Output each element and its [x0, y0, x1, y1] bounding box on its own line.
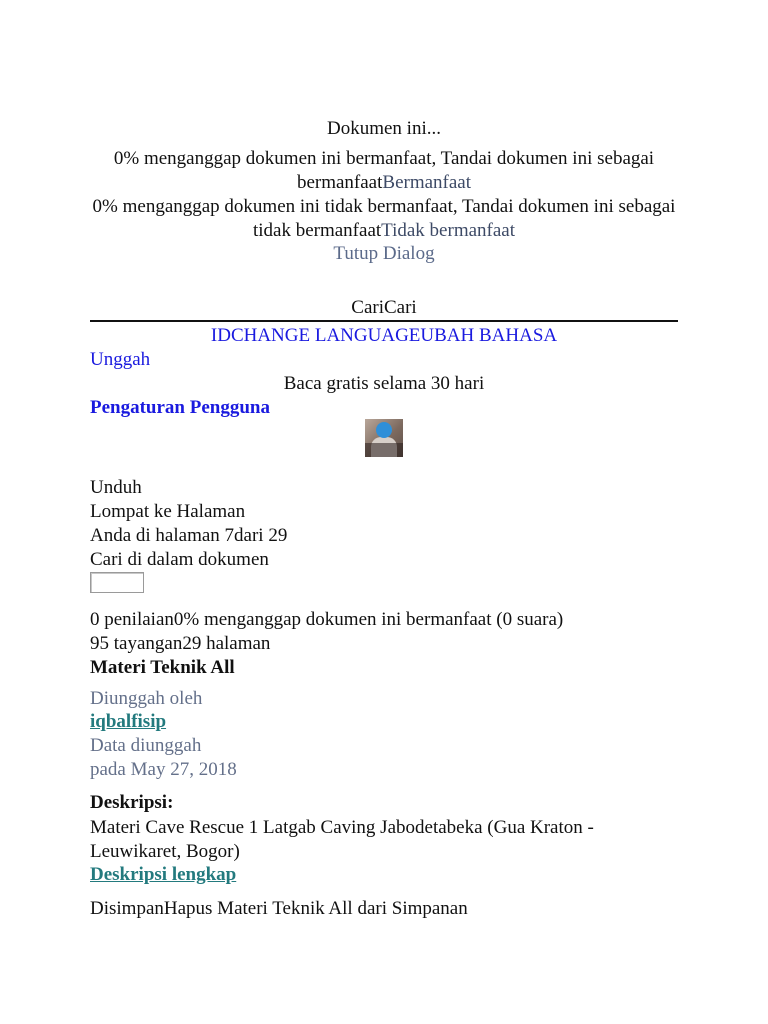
not-useful-row [90, 195, 678, 243]
search-in-document-label: Cari di dalam dokumen [90, 549, 269, 570]
dialog-title: Dokumen ini... [327, 118, 441, 139]
search-input-row [90, 570, 678, 592]
saved-status[interactable]: DisimpanHapus Materi Teknik All dari Simpanan [90, 898, 468, 919]
download-button[interactable]: Unduh [90, 477, 142, 498]
uploader-link[interactable]: iqbalfisip [90, 711, 167, 732]
full-description-link[interactable]: Deskripsi lengkap [90, 864, 237, 885]
upload-date-label: Data diunggah [90, 735, 202, 756]
description-label: Deskripsi: [90, 792, 174, 813]
search-input[interactable] [90, 572, 144, 593]
useful-row [90, 147, 678, 195]
close-dialog-button[interactable]: Tutup Dialog [333, 243, 435, 264]
avatar[interactable] [365, 419, 403, 457]
page-status: Anda di halaman 7dari 29 [90, 525, 288, 546]
useful-button[interactable]: Bermanfaat [382, 172, 472, 193]
feedback-dialog [90, 117, 678, 264]
useful-text: 0% menganggap dokumen ini bermanfaat, Tandai dokumen ini sebagai bermanfaat [113, 148, 655, 193]
upload-link[interactable]: Unggah [90, 349, 151, 370]
views-text: 95 tayangan29 halaman [90, 633, 271, 654]
upload-date: pada May 27, 2018 [90, 759, 237, 780]
divider [90, 320, 678, 322]
search-button[interactable]: CariCari [351, 297, 417, 318]
ratings-text: 0 penilaian0% menganggap dokumen ini bermanfaat (0 suara) [90, 609, 564, 630]
change-language-link[interactable]: IDCHANGE LANGUAGEUBAH BAHASA [210, 325, 558, 346]
description-text: Materi Cave Rescue 1 Latgab Caving Jabodetabeka (Gua Kraton - Leuwikaret, Bogor) [90, 817, 594, 862]
user-settings-link[interactable]: Pengaturan Pengguna [90, 397, 270, 418]
document-title: Materi Teknik All [90, 657, 235, 678]
free-trial-link[interactable]: Baca gratis selama 30 hari [283, 373, 485, 394]
jump-to-page-label[interactable]: Lompat ke Halaman [90, 501, 246, 522]
avatar-container [90, 419, 678, 457]
not-useful-button[interactable]: Tidak bermanfaat [381, 220, 516, 241]
uploaded-by-label: Diunggah oleh [90, 688, 203, 709]
not-useful-text: 0% menganggap dokumen ini tidak bermanfaat, Tandai dokumen ini sebagai tidak bermanfaat [92, 196, 676, 241]
